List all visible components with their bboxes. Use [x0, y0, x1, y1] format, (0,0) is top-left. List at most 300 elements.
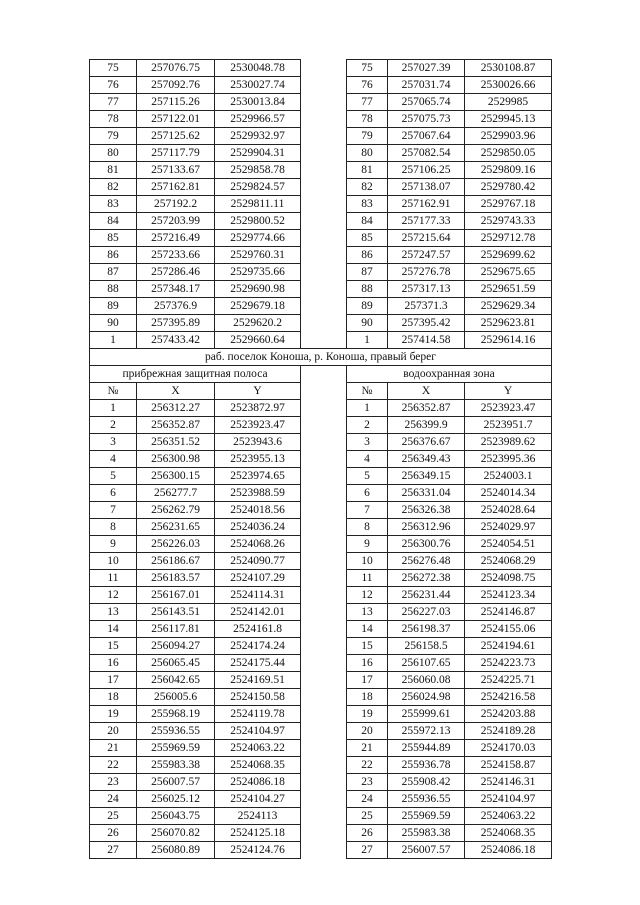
left-point-number: 80: [90, 145, 137, 162]
column-gap: [301, 213, 347, 230]
left-y-coordinate: 2524174.24: [215, 638, 301, 655]
left-y-coordinate: 2529824.57: [215, 179, 301, 196]
right-y-coordinate: 2524068.35: [465, 825, 552, 842]
left-point-number: 26: [90, 825, 137, 842]
right-y-coordinate: 2529675.65: [465, 264, 552, 281]
left-point-number: 9: [90, 536, 137, 553]
right-x-coordinate: 255972.13: [388, 723, 465, 740]
table-row: [90, 162, 552, 179]
right-point-number: 4: [347, 451, 388, 468]
table-row: [90, 451, 552, 468]
right-x-coordinate: 256024.98: [388, 689, 465, 706]
left-x-coordinate: 257376.9: [137, 298, 215, 315]
right-point-number: 87: [347, 264, 388, 281]
left-y-coordinate: 2523923.47: [215, 417, 301, 434]
left-point-number: 2: [90, 417, 137, 434]
right-x-coordinate: 256376.67: [388, 434, 465, 451]
left-x-coordinate: 257133.67: [137, 162, 215, 179]
left-x-coordinate: 257203.99: [137, 213, 215, 230]
right-point-number: 17: [347, 672, 388, 689]
table-row: [90, 77, 552, 94]
table-row: [90, 604, 552, 621]
right-y-coordinate: 2524086.18: [465, 842, 552, 859]
right-x-coordinate: 257031.74: [388, 77, 465, 94]
right-x-coordinate: 257106.25: [388, 162, 465, 179]
left-x-coordinate: 257076.75: [137, 60, 215, 77]
left-y-coordinate: 2523943.6: [215, 434, 301, 451]
left-point-number: 87: [90, 264, 137, 281]
left-point-number: 19: [90, 706, 137, 723]
table-row: [90, 774, 552, 791]
left-y-coordinate: 2524114.31: [215, 587, 301, 604]
right-y-coordinate: 2524063.22: [465, 808, 552, 825]
left-point-number: 24: [90, 791, 137, 808]
right-y-coordinate: 2523995.36: [465, 451, 552, 468]
left-point-number: 20: [90, 723, 137, 740]
left-y-coordinate: 2524107.29: [215, 570, 301, 587]
right-x-coordinate: 256352.87: [388, 400, 465, 417]
column-gap: [301, 774, 347, 791]
left-x-coordinate: 257286.46: [137, 264, 215, 281]
table-row: [90, 434, 552, 451]
left-x-coordinate: 256226.03: [137, 536, 215, 553]
right-y-coordinate: 2524170.03: [465, 740, 552, 757]
left-y-coordinate: 2529735.66: [215, 264, 301, 281]
right-y-coordinate: 2524146.31: [465, 774, 552, 791]
right-y-coordinate: 2524216.58: [465, 689, 552, 706]
right-x-coordinate: 256272.38: [388, 570, 465, 587]
left-x-coordinate: 256312.27: [137, 400, 215, 417]
left-y-coordinate: 2524125.18: [215, 825, 301, 842]
left-y-coordinate: 2529679.18: [215, 298, 301, 315]
left-y-coordinate: 2530027.74: [215, 77, 301, 94]
right-point-number: 89: [347, 298, 388, 315]
column-gap: [301, 281, 347, 298]
left-x-coordinate: 256070.82: [137, 825, 215, 842]
left-point-number: 14: [90, 621, 137, 638]
right-x-coordinate: 257414.58: [388, 332, 465, 349]
table-row: [90, 638, 552, 655]
left-y-header: Y: [215, 383, 301, 400]
left-y-coordinate: 2524036.24: [215, 519, 301, 536]
right-x-header: X: [388, 383, 465, 400]
left-point-number: 81: [90, 162, 137, 179]
column-gap: [301, 621, 347, 638]
right-x-coordinate: 256300.76: [388, 536, 465, 553]
right-x-coordinate: 256198.37: [388, 621, 465, 638]
right-point-number: 1: [347, 400, 388, 417]
right-x-coordinate: 256227.03: [388, 604, 465, 621]
right-y-coordinate: 2529945.13: [465, 111, 552, 128]
table-row: [90, 60, 552, 77]
right-y-coordinate: 2523951.7: [465, 417, 552, 434]
column-gap: [301, 128, 347, 145]
left-y-coordinate: 2530013.84: [215, 94, 301, 111]
left-y-coordinate: 2524104.97: [215, 723, 301, 740]
right-y-coordinate: 2524158.87: [465, 757, 552, 774]
right-x-coordinate: 256349.43: [388, 451, 465, 468]
left-x-coordinate: 256231.65: [137, 519, 215, 536]
column-gap: [301, 757, 347, 774]
left-x-coordinate: 257125.62: [137, 128, 215, 145]
left-point-number: 21: [90, 740, 137, 757]
right-y-coordinate: 2529614.16: [465, 332, 552, 349]
right-y-coordinate: 2529699.62: [465, 247, 552, 264]
table-row: [90, 281, 552, 298]
right-y-coordinate: 2529809.16: [465, 162, 552, 179]
right-point-number: 26: [347, 825, 388, 842]
section-title: раб. поселок Коноша, р. Коноша, правый берег: [90, 349, 552, 366]
right-x-coordinate: 256107.65: [388, 655, 465, 672]
column-gap: [301, 196, 347, 213]
right-y-coordinate: 2524155.06: [465, 621, 552, 638]
right-point-number: 27: [347, 842, 388, 859]
column-gap: [301, 468, 347, 485]
right-y-coordinate: 2529767.18: [465, 196, 552, 213]
table-row: [90, 502, 552, 519]
table-row: [90, 468, 552, 485]
left-x-coordinate: 256352.87: [137, 417, 215, 434]
right-y-coordinate: 2524028.64: [465, 502, 552, 519]
left-y-coordinate: 2529800.52: [215, 213, 301, 230]
left-point-number: 83: [90, 196, 137, 213]
table-row: [90, 94, 552, 111]
column-gap: [301, 519, 347, 536]
column-gap: [301, 570, 347, 587]
left-point-number: 1: [90, 332, 137, 349]
left-point-number: 12: [90, 587, 137, 604]
left-y-coordinate: 2529660.64: [215, 332, 301, 349]
left-point-number: 7: [90, 502, 137, 519]
right-point-number: 14: [347, 621, 388, 638]
right-x-coordinate: 257065.74: [388, 94, 465, 111]
right-point-number: 12: [347, 587, 388, 604]
column-gap: [301, 706, 347, 723]
table-row: [90, 128, 552, 145]
right-point-number: 75: [347, 60, 388, 77]
right-point-number: 86: [347, 247, 388, 264]
right-point-number: 83: [347, 196, 388, 213]
left-x-coordinate: 256005.6: [137, 689, 215, 706]
left-y-coordinate: 2529760.31: [215, 247, 301, 264]
right-x-coordinate: 257371.3: [388, 298, 465, 315]
right-point-number: 19: [347, 706, 388, 723]
column-header-row: [90, 383, 552, 400]
right-point-number: 22: [347, 757, 388, 774]
left-x-coordinate: 256080.89: [137, 842, 215, 859]
right-x-coordinate: 256007.57: [388, 842, 465, 859]
column-gap: [301, 587, 347, 604]
column-gap: [301, 247, 347, 264]
table-row: [90, 179, 552, 196]
right-y-coordinate: 2524054.51: [465, 536, 552, 553]
left-y-coordinate: 2523872.97: [215, 400, 301, 417]
left-point-number: 16: [90, 655, 137, 672]
left-y-coordinate: 2529811.11: [215, 196, 301, 213]
left-x-coordinate: 256183.57: [137, 570, 215, 587]
column-gap: [301, 434, 347, 451]
left-y-coordinate: 2524142.01: [215, 604, 301, 621]
column-gap: [301, 655, 347, 672]
left-point-number: 5: [90, 468, 137, 485]
table-row: [90, 315, 552, 332]
right-x-coordinate: 256326.38: [388, 502, 465, 519]
right-x-coordinate: 257177.33: [388, 213, 465, 230]
left-point-number: 17: [90, 672, 137, 689]
left-x-coordinate: 257216.49: [137, 230, 215, 247]
right-y-coordinate: 2524104.97: [465, 791, 552, 808]
left-point-number: 6: [90, 485, 137, 502]
left-point-number: 4: [90, 451, 137, 468]
left-x-coordinate: 257092.76: [137, 77, 215, 94]
table-row: [90, 808, 552, 825]
column-gap: [301, 298, 347, 315]
left-point-number: 75: [90, 60, 137, 77]
left-x-coordinate: 256300.15: [137, 468, 215, 485]
left-point-number: 82: [90, 179, 137, 196]
left-x-coordinate: 256186.67: [137, 553, 215, 570]
table-row: [90, 230, 552, 247]
left-x-coordinate: 256094.27: [137, 638, 215, 655]
table-row: [90, 417, 552, 434]
right-point-number: 80: [347, 145, 388, 162]
table-row: [90, 740, 552, 757]
right-x-coordinate: 257247.57: [388, 247, 465, 264]
left-point-number: 18: [90, 689, 137, 706]
left-y-coordinate: 2524119.78: [215, 706, 301, 723]
left-x-coordinate: 257117.79: [137, 145, 215, 162]
left-x-coordinate: 257192.2: [137, 196, 215, 213]
left-y-coordinate: 2524113: [215, 808, 301, 825]
right-y-coordinate: 2524194.61: [465, 638, 552, 655]
left-point-number: 86: [90, 247, 137, 264]
left-x-header: X: [137, 383, 215, 400]
right-point-number: 21: [347, 740, 388, 757]
column-gap: [301, 842, 347, 859]
right-x-coordinate: 255969.59: [388, 808, 465, 825]
right-y-coordinate: 2529985: [465, 94, 552, 111]
left-y-coordinate: 2524150.58: [215, 689, 301, 706]
left-x-coordinate: 257395.89: [137, 315, 215, 332]
right-point-number: 13: [347, 604, 388, 621]
left-x-coordinate: 257162.81: [137, 179, 215, 196]
left-point-number: 78: [90, 111, 137, 128]
column-gap: [301, 553, 347, 570]
zone-header-row: [90, 366, 552, 383]
left-x-coordinate: 256025.12: [137, 791, 215, 808]
right-point-number: 8: [347, 519, 388, 536]
left-x-coordinate: 256042.65: [137, 672, 215, 689]
right-point-number: 3: [347, 434, 388, 451]
column-gap: [301, 638, 347, 655]
left-y-coordinate: 2523955.13: [215, 451, 301, 468]
coordinates-table-body: [90, 60, 552, 859]
right-y-coordinate: 2524003.1: [465, 468, 552, 485]
left-x-coordinate: 256300.98: [137, 451, 215, 468]
right-x-coordinate: 256331.04: [388, 485, 465, 502]
left-y-coordinate: 2524018.56: [215, 502, 301, 519]
left-point-number: 25: [90, 808, 137, 825]
coordinates-table: [89, 59, 552, 859]
right-x-coordinate: 257276.78: [388, 264, 465, 281]
left-y-coordinate: 2529858.78: [215, 162, 301, 179]
right-point-number: 18: [347, 689, 388, 706]
right-point-number: 85: [347, 230, 388, 247]
left-y-coordinate: 2529904.31: [215, 145, 301, 162]
column-gap: [301, 179, 347, 196]
right-point-number: 84: [347, 213, 388, 230]
table-row: [90, 587, 552, 604]
right-y-coordinate: 2524068.29: [465, 553, 552, 570]
right-point-number: 23: [347, 774, 388, 791]
left-y-coordinate: 2529774.66: [215, 230, 301, 247]
left-x-coordinate: 255969.59: [137, 740, 215, 757]
right-y-coordinate: 2530026.66: [465, 77, 552, 94]
right-point-number: 16: [347, 655, 388, 672]
left-point-number: 27: [90, 842, 137, 859]
table-row: [90, 485, 552, 502]
left-zone-title: прибрежная защитная полоса: [90, 366, 301, 383]
column-gap: [301, 94, 347, 111]
right-y-coordinate: 2523989.62: [465, 434, 552, 451]
column-gap: [301, 230, 347, 247]
column-gap: [301, 808, 347, 825]
table-row: [90, 553, 552, 570]
right-point-number: 24: [347, 791, 388, 808]
left-y-coordinate: 2523988.59: [215, 485, 301, 502]
left-x-coordinate: 257115.26: [137, 94, 215, 111]
right-x-coordinate: 255999.61: [388, 706, 465, 723]
right-point-number: 7: [347, 502, 388, 519]
left-x-coordinate: 255936.55: [137, 723, 215, 740]
right-point-number: 11: [347, 570, 388, 587]
right-y-coordinate: 2524123.34: [465, 587, 552, 604]
right-x-coordinate: 257082.54: [388, 145, 465, 162]
right-x-coordinate: 257027.39: [388, 60, 465, 77]
left-x-coordinate: 256351.52: [137, 434, 215, 451]
right-x-coordinate: 256231.44: [388, 587, 465, 604]
left-point-number: 11: [90, 570, 137, 587]
left-point-number: 90: [90, 315, 137, 332]
table-row: [90, 196, 552, 213]
column-gap: [301, 332, 347, 349]
left-x-coordinate: 257233.66: [137, 247, 215, 264]
right-x-coordinate: 257138.07: [388, 179, 465, 196]
left-point-number: 23: [90, 774, 137, 791]
right-point-number: 6: [347, 485, 388, 502]
left-y-coordinate: 2524104.27: [215, 791, 301, 808]
table-row: [90, 400, 552, 417]
left-point-number: 77: [90, 94, 137, 111]
right-point-number: 79: [347, 128, 388, 145]
right-y-coordinate: 2524029.97: [465, 519, 552, 536]
column-gap: [301, 723, 347, 740]
column-gap: [301, 689, 347, 706]
right-y-header: Y: [465, 383, 552, 400]
right-point-number: 5: [347, 468, 388, 485]
right-y-coordinate: 2524225.71: [465, 672, 552, 689]
left-y-coordinate: 2529966.57: [215, 111, 301, 128]
right-x-coordinate: 257317.13: [388, 281, 465, 298]
right-y-coordinate: 2524146.87: [465, 604, 552, 621]
left-y-coordinate: 2529690.98: [215, 281, 301, 298]
left-point-number: 88: [90, 281, 137, 298]
table-row: [90, 791, 552, 808]
right-number-header: №: [347, 383, 388, 400]
column-gap: [301, 366, 347, 383]
left-x-coordinate: 257433.42: [137, 332, 215, 349]
table-row: [90, 757, 552, 774]
right-x-coordinate: 257075.73: [388, 111, 465, 128]
left-y-coordinate: 2524063.22: [215, 740, 301, 757]
right-y-coordinate: 2524014.34: [465, 485, 552, 502]
table-row: [90, 536, 552, 553]
right-x-coordinate: 257162.91: [388, 196, 465, 213]
table-row: [90, 672, 552, 689]
left-point-number: 10: [90, 553, 137, 570]
left-x-coordinate: 256007.57: [137, 774, 215, 791]
table-row: [90, 706, 552, 723]
left-point-number: 89: [90, 298, 137, 315]
left-point-number: 85: [90, 230, 137, 247]
right-y-coordinate: 2524189.28: [465, 723, 552, 740]
left-x-coordinate: 256117.81: [137, 621, 215, 638]
column-gap: [301, 451, 347, 468]
left-y-coordinate: 2524124.76: [215, 842, 301, 859]
right-x-coordinate: 257067.64: [388, 128, 465, 145]
right-x-coordinate: 255908.42: [388, 774, 465, 791]
right-x-coordinate: 256060.08: [388, 672, 465, 689]
right-point-number: 82: [347, 179, 388, 196]
table-row: [90, 519, 552, 536]
right-y-coordinate: 2529743.33: [465, 213, 552, 230]
right-x-coordinate: 256349.15: [388, 468, 465, 485]
right-x-coordinate: 255983.38: [388, 825, 465, 842]
section-title-row: [90, 349, 552, 366]
left-y-coordinate: 2524068.35: [215, 757, 301, 774]
right-y-coordinate: 2524098.75: [465, 570, 552, 587]
right-x-coordinate: 256399.9: [388, 417, 465, 434]
column-gap: [301, 77, 347, 94]
left-x-coordinate: 256167.01: [137, 587, 215, 604]
table-row: [90, 264, 552, 281]
right-y-coordinate: 2530108.87: [465, 60, 552, 77]
table-row: [90, 570, 552, 587]
left-point-number: 3: [90, 434, 137, 451]
table-row: [90, 621, 552, 638]
table-row: [90, 332, 552, 349]
right-x-coordinate: 256276.48: [388, 553, 465, 570]
right-y-coordinate: 2529651.59: [465, 281, 552, 298]
right-y-coordinate: 2529629.34: [465, 298, 552, 315]
right-x-coordinate: 257395.42: [388, 315, 465, 332]
right-x-coordinate: 257215.64: [388, 230, 465, 247]
right-point-number: 90: [347, 315, 388, 332]
left-x-coordinate: 256277.7: [137, 485, 215, 502]
right-y-coordinate: 2529780.42: [465, 179, 552, 196]
right-point-number: 88: [347, 281, 388, 298]
left-x-coordinate: 257122.01: [137, 111, 215, 128]
right-point-number: 25: [347, 808, 388, 825]
right-point-number: 15: [347, 638, 388, 655]
table-row: [90, 655, 552, 672]
left-x-coordinate: 255983.38: [137, 757, 215, 774]
left-y-coordinate: 2524090.77: [215, 553, 301, 570]
right-y-coordinate: 2529850.05: [465, 145, 552, 162]
right-point-number: 77: [347, 94, 388, 111]
column-gap: [301, 502, 347, 519]
right-point-number: 81: [347, 162, 388, 179]
